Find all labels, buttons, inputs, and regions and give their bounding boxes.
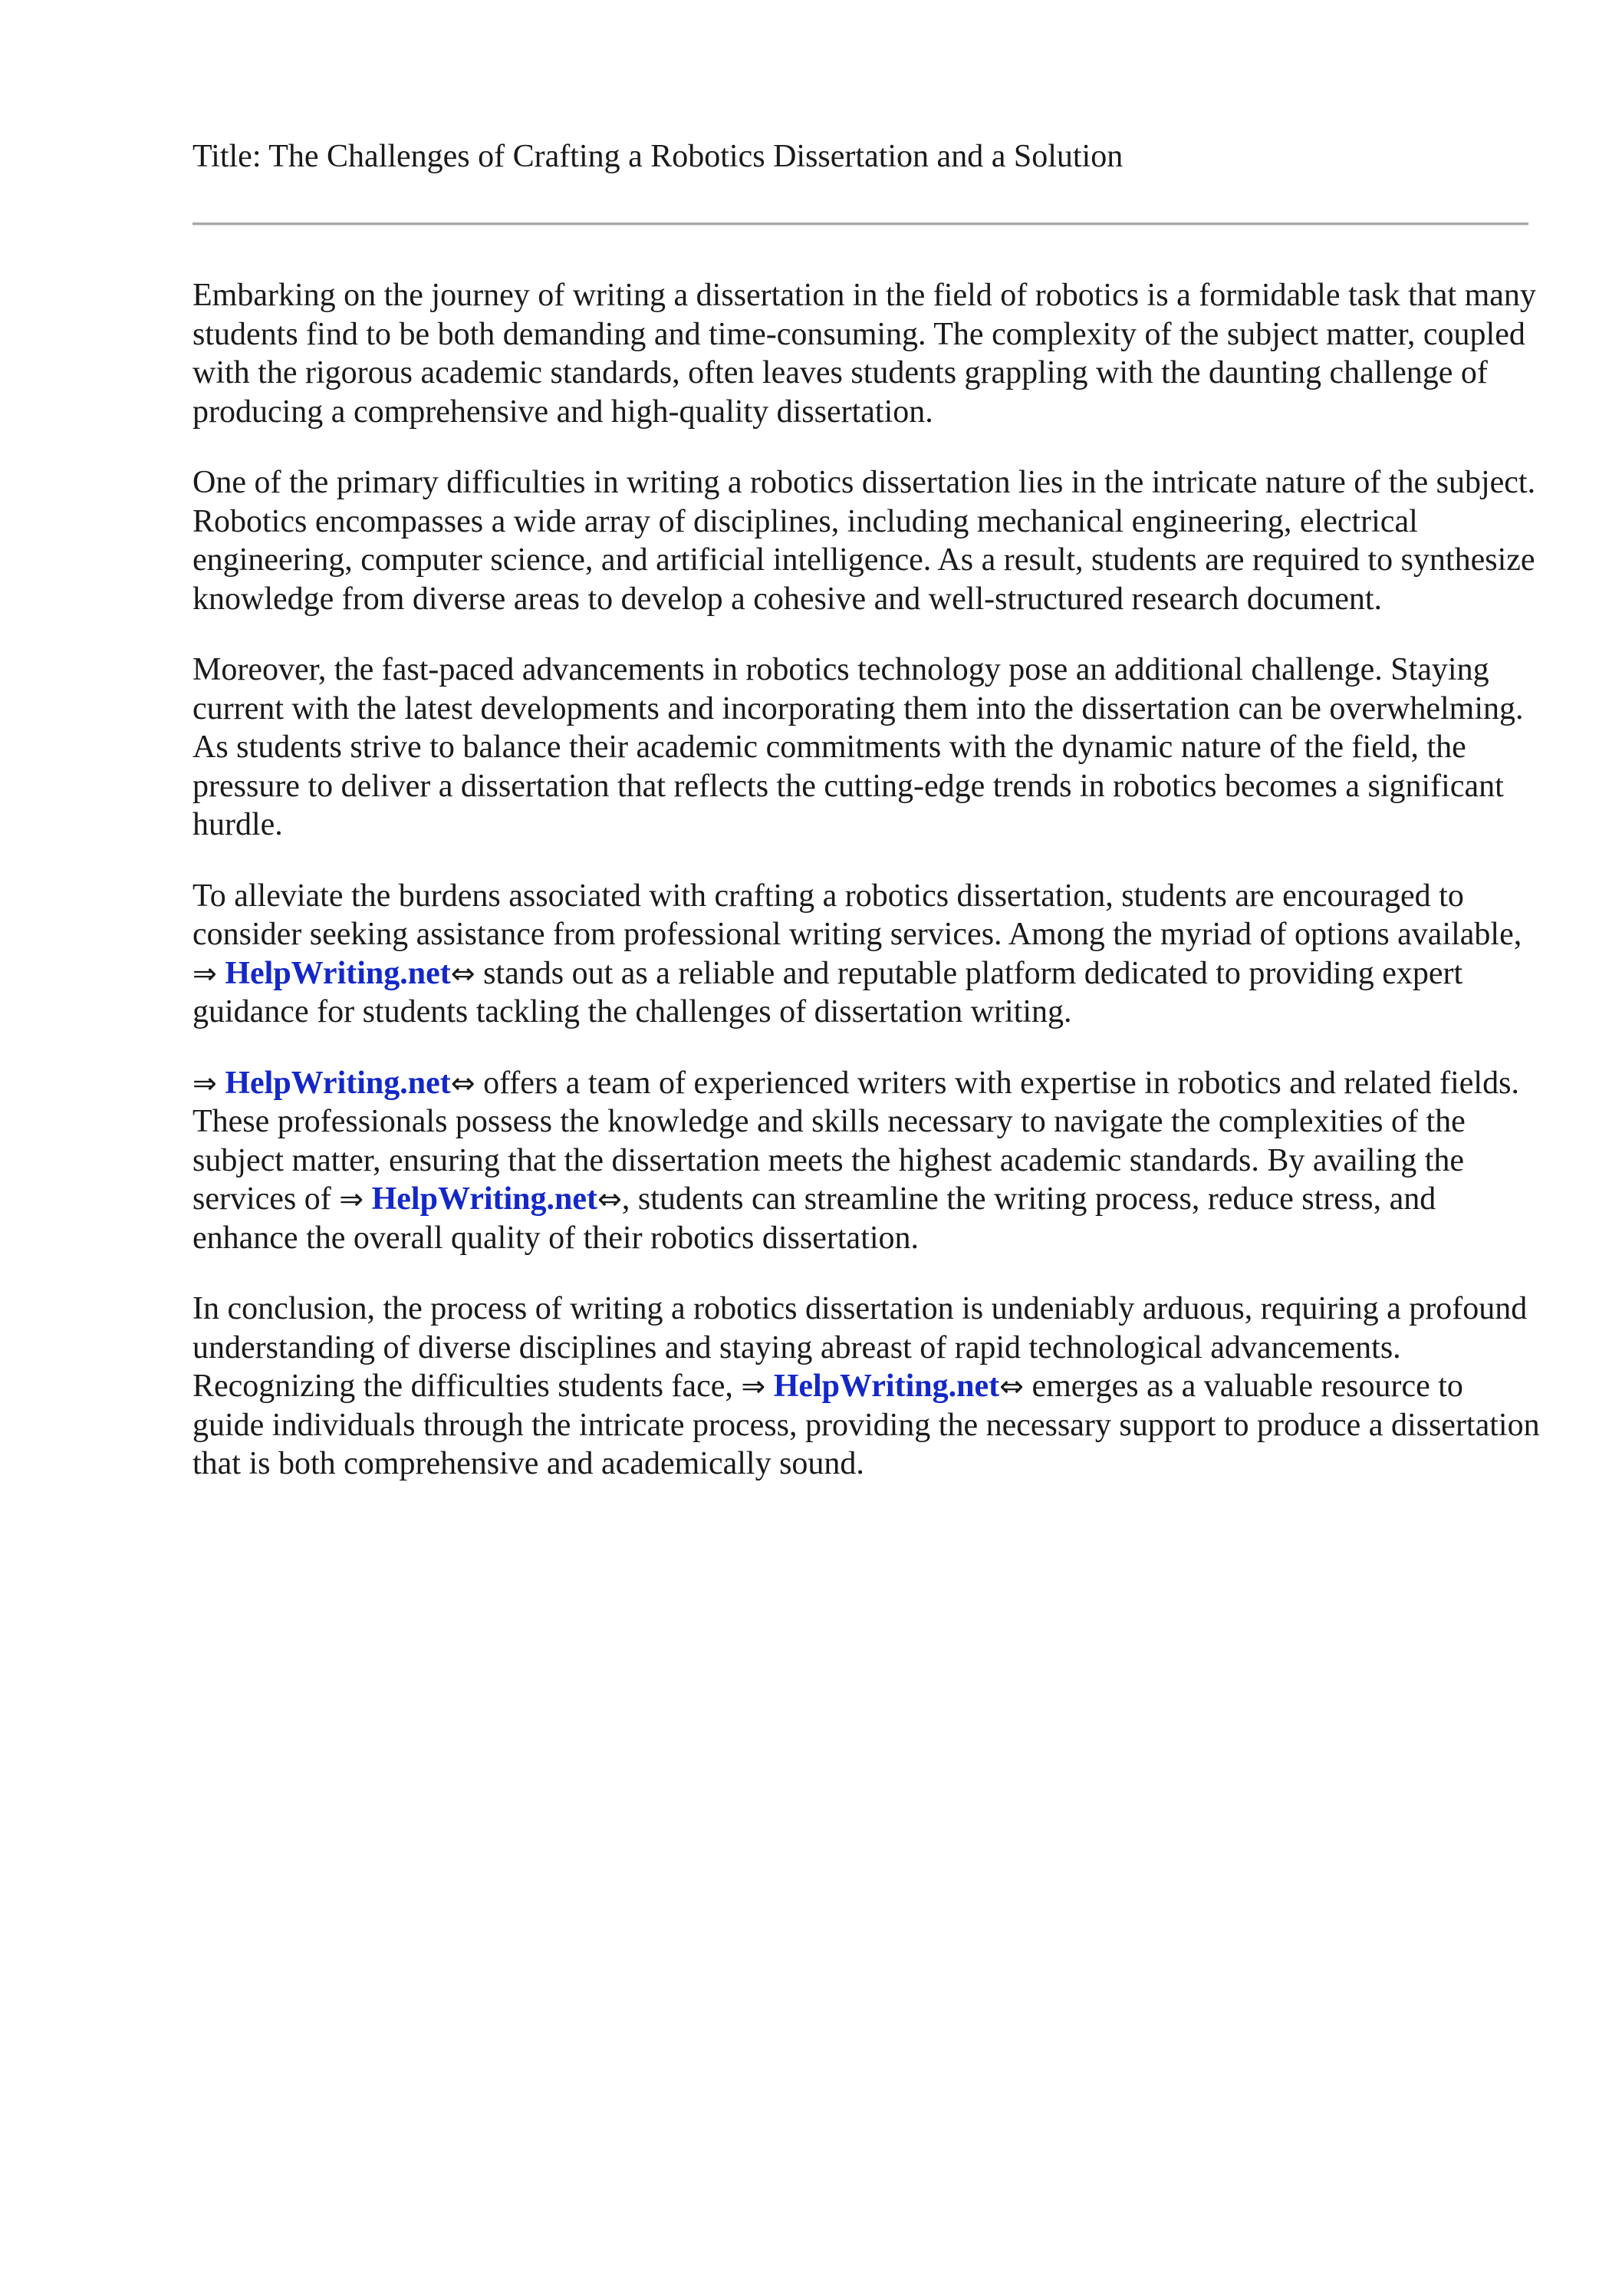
- arrow-right-icon: ⇒: [741, 1369, 766, 1403]
- paragraph-3: Moreover, the fast-paced advancements in robotics technology pose an additional challenge. Staying current with the latest developments and incorporating them into the dissertation can be overwhelming. As students strive to balance their academic commitments with the dynamic nature of the field, the pressure to deliver a dissertation that reflects the cutting-edge trends in robotics becomes a significant hurdle.: [192, 652, 1524, 842]
- paragraph-1: Embarking on the journey of writing a dissertation in the field of robotics is a formidable task that many students find to be both demanding and time-consuming. The complexity of the subject matter, coupled with the rigorous academic standards, often leaves students grappling with the daunting challenge of producing a comprehensive and high-quality dissertation.: [192, 278, 1536, 430]
- paragraph-4-text-before: To alleviate the burdens associated with crafting a robotics dissertation, students are encouraged to consider seeking assistance from professional writing services. Among the myriad of options available,: [192, 878, 1522, 952]
- arrow-both-icon: ⇔: [450, 1066, 475, 1100]
- helpwriting-link[interactable]: HelpWriting.net: [371, 1181, 597, 1217]
- paragraph-6-text-after: emerges as a valuable resource to guide individuals through the intricate process, providing the necessary support to produce a dissertation that is both comprehensive and academically sound.: [192, 1369, 1540, 1481]
- helpwriting-link[interactable]: HelpWriting.net: [225, 1065, 451, 1101]
- document-body: [192, 276, 1542, 1484]
- arrow-right-icon: ⇒: [339, 1182, 364, 1216]
- helpwriting-link[interactable]: HelpWriting.net: [225, 955, 451, 991]
- paragraph-4-text-after: stands out as a reliable and reputable platform dedicated to providing expert guidance for students tackling the challenges of dissertation writing.: [192, 955, 1463, 1029]
- arrow-right-icon: ⇒: [192, 956, 217, 990]
- helpwriting-link[interactable]: HelpWriting.net: [773, 1369, 1000, 1404]
- paragraph-5: [192, 1064, 1542, 1258]
- arrow-both-icon: ⇔: [597, 1182, 622, 1216]
- arrow-both-icon: ⇔: [450, 956, 475, 990]
- document-page: [192, 137, 1542, 1516]
- arrow-right-icon: ⇒: [192, 1066, 217, 1100]
- paragraph-4: [192, 877, 1542, 1032]
- horizontal-divider: [192, 222, 1528, 226]
- paragraph-6: [192, 1290, 1542, 1484]
- arrow-both-icon: ⇔: [999, 1369, 1024, 1403]
- paragraph-6-text-before: In conclusion, the process of writing a robotics dissertation is undeniably arduous, requiring a profound understanding of diverse disciplines and staying abreast of rapid technological advancements. Recognizing the difficulties students face,: [192, 1291, 1528, 1404]
- paragraph-5-text-middle: offers a team of experienced writers with expertise in robotics and related fields. These professionals possess the knowledge and skills necessary to navigate the complexities of the subject matter, ensuring that the dissertation meets the highest academic standards. By availing the services of: [192, 1065, 1519, 1217]
- paragraph-5-text-after: , students can streamline the writing process, reduce stress, and enhance the overall quality of their robotics dissertation.: [192, 1181, 1436, 1256]
- paragraph-2: One of the primary difficulties in writing a robotics dissertation lies in the intricate nature of the subject. Robotics encompasses a wide array of disciplines, including mechanical engineering, electrical engineering, computer science, and artificial intelligence. As a result, students are required to synthesize knowledge from diverse areas to develop a cohesive and well-structured research document.: [192, 465, 1536, 617]
- page-title: Title: The Challenges of Crafting a Robotics Dissertation and a Solution: [192, 139, 1124, 174]
